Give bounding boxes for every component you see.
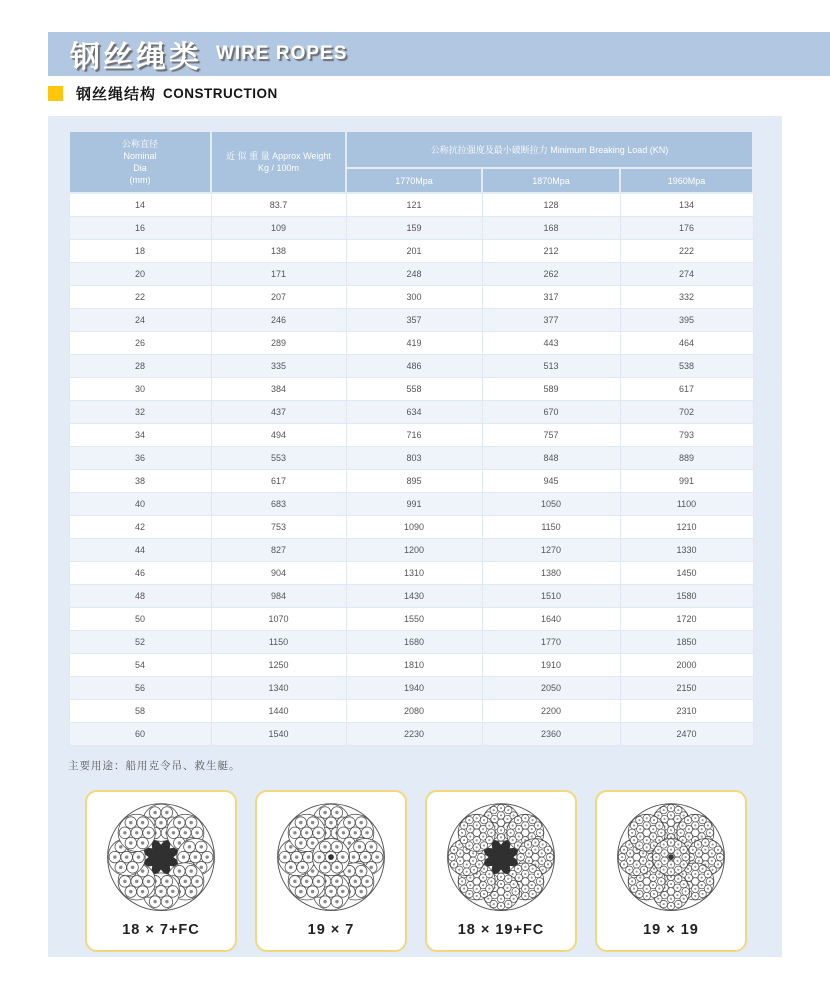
table-row xyxy=(69,331,753,354)
table-cell: 443 xyxy=(482,331,620,354)
banner-title-zh: 钢丝绳类 xyxy=(70,41,202,74)
header-grade-1870: 1870Mpa xyxy=(482,168,620,193)
table-cell: 670 xyxy=(482,400,620,423)
rope-card-19x7 xyxy=(255,790,407,952)
table-cell: 486 xyxy=(346,354,482,377)
table-cell: 201 xyxy=(346,239,482,262)
table-cell: 40 xyxy=(69,492,211,515)
table-row xyxy=(69,446,753,469)
table-row xyxy=(69,515,753,538)
table-cell: 16 xyxy=(69,216,211,239)
header-dia-line2: Nominal xyxy=(123,151,157,161)
table-cell: 317 xyxy=(482,285,620,308)
table-row xyxy=(69,262,753,285)
table-cell: 1100 xyxy=(620,492,753,515)
table-cell: 36 xyxy=(69,446,211,469)
table-cell: 1540 xyxy=(211,722,346,745)
table-cell: 634 xyxy=(346,400,482,423)
table-cell: 1640 xyxy=(482,607,620,630)
table-container xyxy=(68,130,754,746)
section-title-zh: 钢丝绳结构 xyxy=(76,85,157,103)
table-cell: 1340 xyxy=(211,676,346,699)
table-cell: 419 xyxy=(346,331,482,354)
table-cell: 26 xyxy=(69,331,211,354)
table-row xyxy=(69,400,753,423)
table-cell: 207 xyxy=(211,285,346,308)
table-cell: 121 xyxy=(346,193,482,216)
table-cell: 171 xyxy=(211,262,346,285)
table-cell: 1450 xyxy=(620,561,753,584)
table-cell: 538 xyxy=(620,354,753,377)
table-cell: 803 xyxy=(346,446,482,469)
table-cell: 168 xyxy=(482,216,620,239)
table-cell: 134 xyxy=(620,193,753,216)
table-cell: 1330 xyxy=(620,538,753,561)
table-cell: 50 xyxy=(69,607,211,630)
rope-cross-section-icon xyxy=(269,797,393,921)
table-cell: 2050 xyxy=(482,676,620,699)
table-cell: 274 xyxy=(620,262,753,285)
table-cell: 357 xyxy=(346,308,482,331)
table-row xyxy=(69,630,753,653)
table-cell: 246 xyxy=(211,308,346,331)
table-cell: 56 xyxy=(69,676,211,699)
table-cell: 30 xyxy=(69,377,211,400)
header-breaking-load: 公称抗拉强度及最小破断拉力 Minimum Breaking Load (KN) xyxy=(346,131,753,168)
table-cell: 793 xyxy=(620,423,753,446)
table-cell: 38 xyxy=(69,469,211,492)
table-cell: 2200 xyxy=(482,699,620,722)
table-row xyxy=(69,492,753,515)
yellow-square-icon xyxy=(48,86,63,101)
table-cell: 1510 xyxy=(482,584,620,607)
table-cell: 14 xyxy=(69,193,211,216)
table-cell: 289 xyxy=(211,331,346,354)
table-cell: 34 xyxy=(69,423,211,446)
rope-card-19x19 xyxy=(595,790,747,952)
page-banner xyxy=(48,32,830,76)
table-cell: 827 xyxy=(211,538,346,561)
table-cell: 1250 xyxy=(211,653,346,676)
table-header xyxy=(69,131,753,193)
table-cell: 757 xyxy=(482,423,620,446)
table-cell: 83.7 xyxy=(211,193,346,216)
table-cell: 1150 xyxy=(482,515,620,538)
table-cell: 1310 xyxy=(346,561,482,584)
table-cell: 1270 xyxy=(482,538,620,561)
table-cell: 262 xyxy=(482,262,620,285)
table-row xyxy=(69,239,753,262)
table-cell: 138 xyxy=(211,239,346,262)
table-cell: 384 xyxy=(211,377,346,400)
table-cell: 2360 xyxy=(482,722,620,745)
table-cell: 848 xyxy=(482,446,620,469)
table-cell: 20 xyxy=(69,262,211,285)
table-cell: 395 xyxy=(620,308,753,331)
table-cell: 32 xyxy=(69,400,211,423)
table-cell: 2470 xyxy=(620,722,753,745)
rope-cross-section-icon xyxy=(99,797,223,921)
table-cell: 1770 xyxy=(482,630,620,653)
table-cell: 2310 xyxy=(620,699,753,722)
table-cell: 1090 xyxy=(346,515,482,538)
table-cell: 753 xyxy=(211,515,346,538)
table-cell: 558 xyxy=(346,377,482,400)
table-row xyxy=(69,377,753,400)
table-row xyxy=(69,193,753,216)
table-cell: 984 xyxy=(211,584,346,607)
banner-title-en: WIRE ROPES xyxy=(216,43,348,64)
table-row xyxy=(69,561,753,584)
table-cell: 248 xyxy=(346,262,482,285)
table-cell: 2150 xyxy=(620,676,753,699)
table-cell: 1200 xyxy=(346,538,482,561)
table-body xyxy=(69,193,753,745)
table-cell: 991 xyxy=(620,469,753,492)
table-row xyxy=(69,538,753,561)
rope-cross-section-icon xyxy=(439,797,563,921)
table-cell: 1580 xyxy=(620,584,753,607)
table-row xyxy=(69,216,753,239)
table-row xyxy=(69,676,753,699)
table-cell: 222 xyxy=(620,239,753,262)
table-cell: 58 xyxy=(69,699,211,722)
table-cell: 18 xyxy=(69,239,211,262)
usage-note: 主要用途：船用克令吊、救生艇。 xyxy=(68,760,241,772)
rope-cross-section-icon xyxy=(609,797,733,921)
table-cell: 437 xyxy=(211,400,346,423)
header-approx-weight xyxy=(211,131,346,193)
table-cell: 617 xyxy=(211,469,346,492)
table-cell: 159 xyxy=(346,216,482,239)
table-row xyxy=(69,653,753,676)
header-dia-unit: (mm) xyxy=(129,175,151,185)
table-row xyxy=(69,607,753,630)
table-cell: 377 xyxy=(482,308,620,331)
table-cell: 683 xyxy=(211,492,346,515)
table-cell: 300 xyxy=(346,285,482,308)
table-cell: 1720 xyxy=(620,607,753,630)
breaking-load-table xyxy=(68,130,754,746)
rope-card-label: 19 × 19 xyxy=(643,922,699,938)
table-cell: 1910 xyxy=(482,653,620,676)
rope-card-18x19-fc xyxy=(425,790,577,952)
table-cell: 889 xyxy=(620,446,753,469)
table-row xyxy=(69,423,753,446)
table-cell: 991 xyxy=(346,492,482,515)
table-cell: 945 xyxy=(482,469,620,492)
table-cell: 1070 xyxy=(211,607,346,630)
table-row xyxy=(69,469,753,492)
content-panel xyxy=(48,116,782,957)
rope-card-label: 19 × 7 xyxy=(307,922,355,938)
section-title-en: CONSTRUCTION xyxy=(163,85,278,101)
table-cell: 494 xyxy=(211,423,346,446)
header-weight-line2: Kg / 100m xyxy=(257,163,300,173)
table-cell: 1850 xyxy=(620,630,753,653)
table-cell: 1550 xyxy=(346,607,482,630)
table-row xyxy=(69,722,753,745)
table-cell: 464 xyxy=(620,331,753,354)
table-cell: 1810 xyxy=(346,653,482,676)
table-cell: 46 xyxy=(69,561,211,584)
table-cell: 42 xyxy=(69,515,211,538)
rope-card-label: 18 × 7+FC xyxy=(122,922,200,938)
rope-card-label: 18 × 19+FC xyxy=(457,922,545,938)
table-cell: 48 xyxy=(69,584,211,607)
table-cell: 128 xyxy=(482,193,620,216)
table-cell: 2000 xyxy=(620,653,753,676)
table-cell: 1380 xyxy=(482,561,620,584)
table-cell: 1440 xyxy=(211,699,346,722)
rope-card-18x7-fc xyxy=(85,790,237,952)
section-heading xyxy=(48,84,278,102)
table-row xyxy=(69,308,753,331)
table-cell: 2230 xyxy=(346,722,482,745)
table-cell: 904 xyxy=(211,561,346,584)
table-cell: 52 xyxy=(69,630,211,653)
table-cell: 1210 xyxy=(620,515,753,538)
table-cell: 2080 xyxy=(346,699,482,722)
header-weight-line1: 近 似 重 量 Approx Weight xyxy=(226,151,331,161)
table-cell: 553 xyxy=(211,446,346,469)
table-cell: 1050 xyxy=(482,492,620,515)
table-cell: 895 xyxy=(346,469,482,492)
table-cell: 617 xyxy=(620,377,753,400)
table-cell: 54 xyxy=(69,653,211,676)
table-cell: 44 xyxy=(69,538,211,561)
table-cell: 28 xyxy=(69,354,211,377)
table-cell: 332 xyxy=(620,285,753,308)
table-cell: 1680 xyxy=(346,630,482,653)
header-grade-1770: 1770Mpa xyxy=(346,168,482,193)
table-row xyxy=(69,285,753,308)
header-nominal-dia xyxy=(69,131,211,193)
table-cell: 702 xyxy=(620,400,753,423)
header-grade-1960: 1960Mpa xyxy=(620,168,753,193)
table-cell: 589 xyxy=(482,377,620,400)
table-row xyxy=(69,699,753,722)
table-row xyxy=(69,584,753,607)
header-dia-zh: 公称直径 xyxy=(121,139,158,149)
table-cell: 335 xyxy=(211,354,346,377)
table-cell: 24 xyxy=(69,308,211,331)
table-cell: 1430 xyxy=(346,584,482,607)
construction-cards xyxy=(85,790,747,952)
table-cell: 22 xyxy=(69,285,211,308)
table-cell: 513 xyxy=(482,354,620,377)
header-dia-line3: Dia xyxy=(133,163,147,173)
table-cell: 1940 xyxy=(346,676,482,699)
table-cell: 1150 xyxy=(211,630,346,653)
table-cell: 109 xyxy=(211,216,346,239)
table-row xyxy=(69,354,753,377)
table-cell: 60 xyxy=(69,722,211,745)
table-cell: 716 xyxy=(346,423,482,446)
table-cell: 212 xyxy=(482,239,620,262)
table-cell: 176 xyxy=(620,216,753,239)
